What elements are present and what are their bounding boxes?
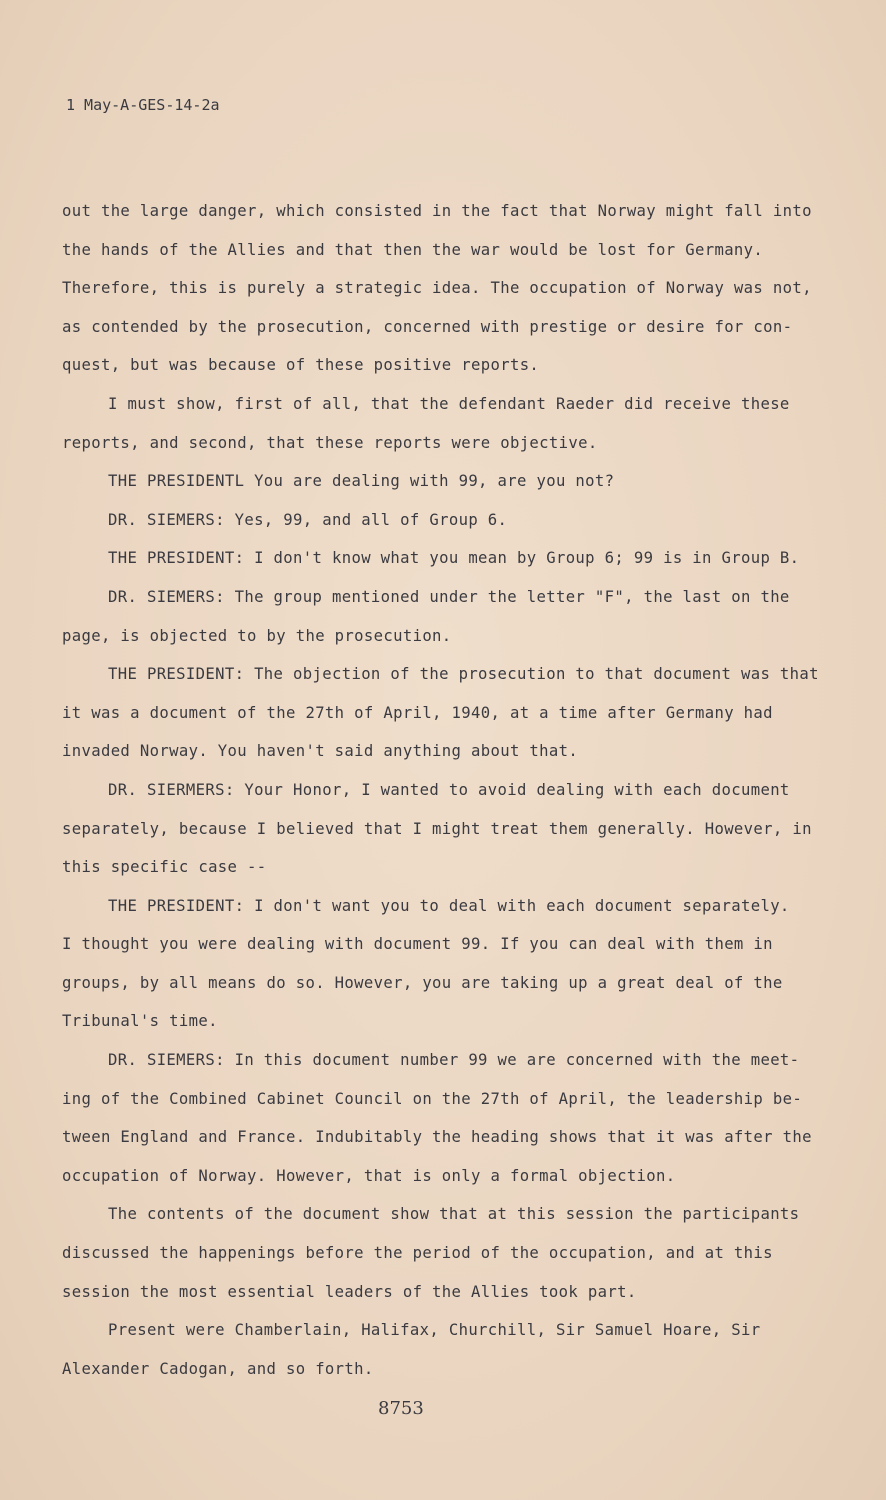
text-line: Alexander Cadogan, and so forth.: [62, 1359, 374, 1378]
text-line: ing of the Combined Cabinet Council on the 27th of April, the leadership be-: [62, 1089, 803, 1108]
text-line: discussed the happenings before the period of the occupation, and at this: [62, 1244, 773, 1263]
text-line: reports, and second, that these reports were objective.: [62, 433, 598, 452]
text-line: Tribunal's time.: [62, 1012, 218, 1031]
text-line: out the large danger, which consisted in the fact that Norway might fall into: [62, 202, 812, 220]
text-line: this specific case --: [62, 858, 267, 877]
text-line: invaded Norway. You haven't said anything about that.: [62, 742, 579, 761]
text-line: the hands of the Allies and that then the war would be lost for Germany.: [62, 240, 764, 259]
text-line: occupation of Norway. However, that is only a formal objection.: [62, 1166, 676, 1185]
text-line: separately, because I believed that I might treat them generally. However, in: [62, 819, 812, 838]
document-reference-id: 1 May-A-GES-14-2a: [66, 96, 220, 114]
text-line: quest, but was because of these positive reports.: [62, 356, 540, 375]
text-line: Therefore, this is purely a strategic idea. The occupation of Norway was not,: [62, 279, 812, 298]
speaker-line: DR. SIEMERS: Yes, 99, and all of Group 6.: [108, 510, 508, 529]
page-number: 8753: [378, 1398, 424, 1419]
text-line: as contended by the prosecution, concerned with prestige or desire for con-: [62, 317, 793, 336]
speaker-line: THE PRESIDENT: I don't want you to deal with each document separately.: [108, 896, 790, 915]
speaker-line: THE PRESIDENT: I don't know what you mean by Group 6; 99 is in Group B.: [108, 549, 800, 568]
text-line: I thought you were dealing with document 99. If you can deal with them in: [62, 935, 773, 954]
speaker-line: DR. SIEMERS: In this document number 99 we are concerned with the meet-: [108, 1051, 800, 1070]
text-line: it was a document of the 27th of April, 1940, at a time after Germany had: [62, 703, 773, 722]
text-line: groups, by all means do so. However, you are taking up a great deal of the: [62, 973, 783, 992]
text-line: session the most essential leaders of the Allies took part.: [62, 1282, 637, 1301]
text-line: The contents of the document show that at this session the participants: [108, 1205, 800, 1224]
text-line: Present were Chamberlain, Halifax, Churchill, Sir Samuel Hoare, Sir: [108, 1321, 761, 1340]
speaker-line: THE PRESIDENTL You are dealing with 99, are you not?: [108, 472, 615, 491]
speaker-line: DR. SIEMERS: The group mentioned under the letter "F", the last on the: [108, 587, 790, 606]
speaker-line: DR. SIERMERS: Your Honor, I wanted to avoid dealing with each document: [108, 780, 790, 799]
speaker-line: THE PRESIDENT: The objection of the prosecution to that document was that: [108, 665, 819, 684]
text-line: page, is objected to by the prosecution.: [62, 626, 452, 645]
text-line: tween England and France. Indubitably the heading shows that it was after the: [62, 1128, 812, 1147]
text-line: I must show, first of all, that the defendant Raeder did receive these: [108, 394, 790, 413]
transcript-body: [62, 192, 832, 1388]
